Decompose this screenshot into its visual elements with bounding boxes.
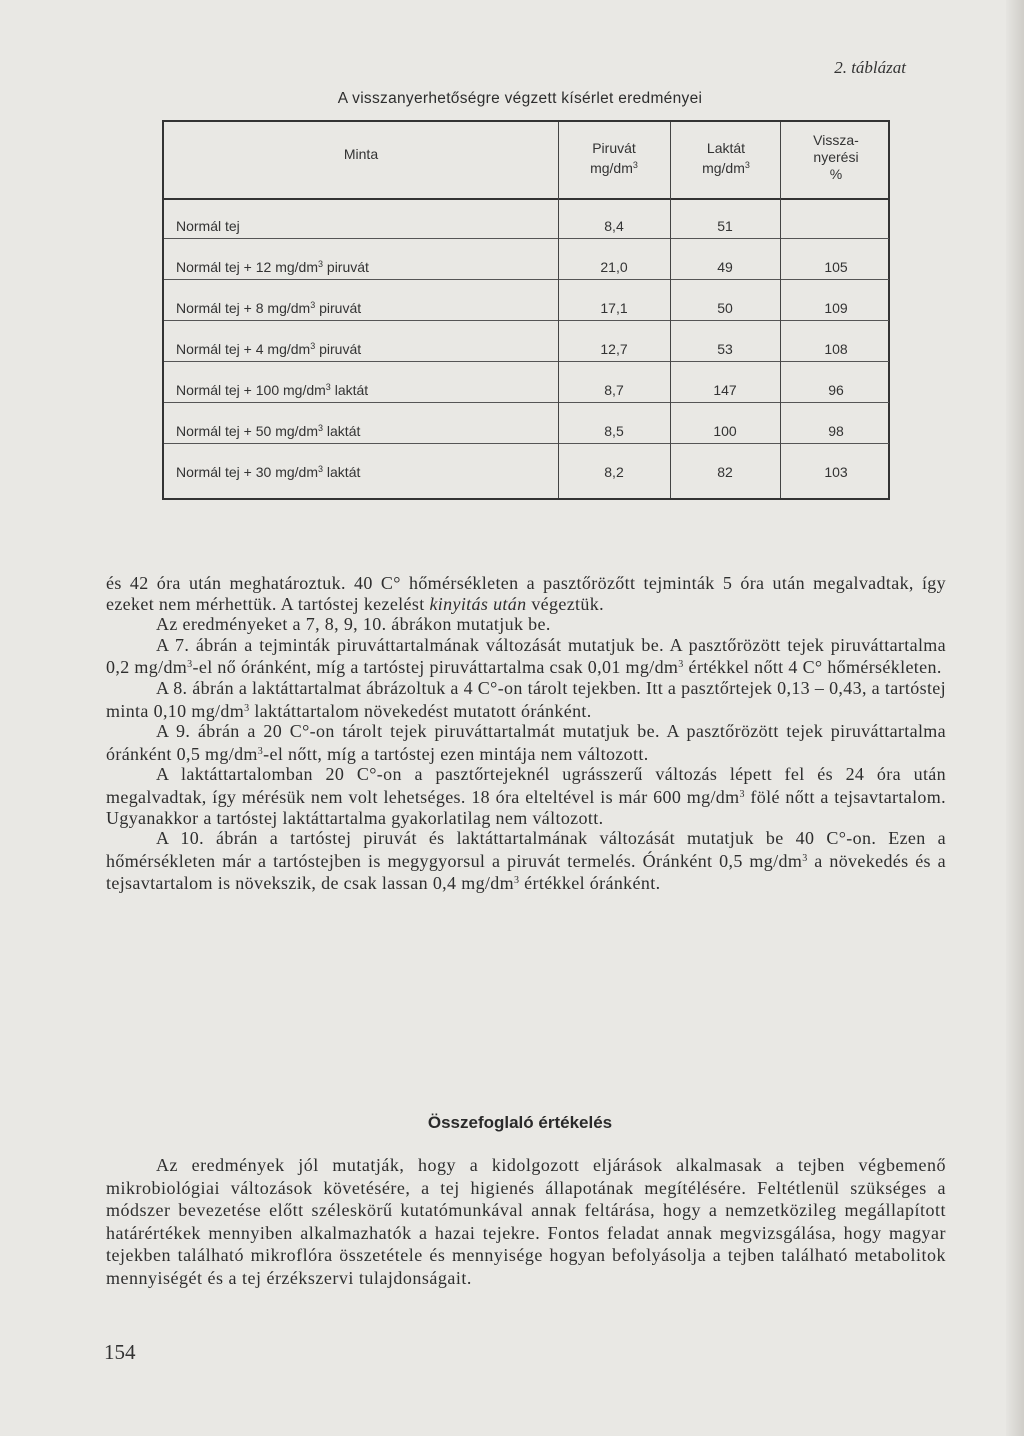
row-label: Normál tej + 4 $mg/dm^3$ piruvát: [176, 341, 362, 357]
page-number: 154: [104, 1340, 136, 1364]
cell-piruvat: 8,4: [604, 218, 624, 234]
paragraph: Az eredmények jól mutatják, hogy a kidolgozott eljárások alkalmasak a tejben végbemenő mikrobiológiai változások követésére, a tej higienés állapotának megítélésére. Feltétlenül szükséges a módszer bevezetése előtt széleskörű kutatómunkával annak feltárása, hogy a nemzetközileg megállapított határértékek mennyiben alkalmazhatók a hazai tejekre. Fontos feladat annak megvizsgálása, hogy magyar tejekben található mikroflóra összetétele és mennyisége hogyan befolyásolja a tejben található metabolitok mennyiségét és a tej érzékszervi tulajdonságait.: [106, 1155, 946, 1288]
header-visszanyeresi: Vissza- nyerési %: [813, 132, 859, 182]
table-row: [164, 198, 888, 239]
paragraph: A 9. ábrán a 20 C°-on tárolt tejek piruváttartalmát mutatjuk be. A pasztőrözött tejek piruváttartalma óránként 0,5 $mg/dm^3-el$ nőtt, míg a tartóstej ezen mintája nem változott.: [106, 721, 946, 764]
cell-vissza: 109: [824, 300, 848, 316]
row-label: Normál tej + 50 $mg/dm^3$ laktát: [176, 423, 361, 439]
cell-laktat: 51: [717, 218, 733, 234]
table-row: [164, 362, 888, 403]
section-heading: Összefoglaló értékelés: [427, 1113, 613, 1132]
header-minta: Minta: [343, 146, 379, 162]
table-title: A visszanyerhetőségre végzett kísérlet eredményei: [337, 90, 703, 107]
table-row: [164, 321, 888, 362]
cell-laktat: 100: [713, 423, 737, 439]
header-piruvat: Piruvát $mg/dm^3$: [590, 140, 638, 176]
cell-laktat: 50: [717, 300, 733, 316]
table-row: [164, 444, 888, 485]
cell-vissza: 105: [824, 259, 848, 275]
table-number: 2. táblázat: [834, 58, 906, 77]
row-label: Normál tej: [176, 218, 240, 234]
cell-laktat: 147: [713, 382, 737, 398]
cell-laktat: 53: [717, 341, 733, 357]
cell-piruvat: 12,7: [600, 341, 628, 357]
summary-text: [106, 1154, 946, 1290]
cell-piruvat: 8,2: [604, 464, 624, 480]
cell-laktat: 82: [717, 464, 733, 480]
cell-vissza: 96: [828, 382, 844, 398]
table-row: [164, 239, 888, 280]
results-table: [162, 120, 890, 500]
table-row: [164, 403, 888, 444]
cell-vissza: 98: [828, 423, 844, 439]
cell-vissza: 108: [824, 341, 848, 357]
row-label: Normál tej + 8 $mg/dm^3$ piruvát: [176, 300, 362, 316]
cell-piruvat: 17,1: [600, 300, 628, 316]
page-edge-shadow: [1006, 0, 1024, 1436]
cell-piruvat: 21,0: [600, 259, 628, 275]
paragraph: és 42 óra után meghatároztuk. 40 C° hőmérsékleten a pasztőrözőtt tejminták 5 óra után megalvadtak, így ezeket nem mérhettük. A tartóstej kezelést kinyitás után végeztük.: [106, 573, 946, 614]
paragraph: Az eredményeket a 7, 8, 9, 10. ábrákon mutatjuk be.: [156, 614, 551, 635]
cell-piruvat: 8,5: [604, 423, 624, 439]
cell-piruvat: 8,7: [604, 382, 624, 398]
cell-vissza: 103: [824, 464, 848, 480]
paragraph: A 8. ábrán a laktáttartalmat ábrázoltuk a 4 C°-on tárolt tejekben. Itt a pasztőrtejek 0,13 – 0,43, a tartóstej minta 0,10 $mg/dm^3$ laktáttartalom növekedést mutatott óránként.: [106, 677, 946, 721]
paragraph: A laktáttartalomban 20 C°-on a pasztőrtejeknél ugrásszerű változás lépett fel és 24 óra után megalvadtak, így mérésük nem volt lehetséges. 18 óra elteltével is már 600 $mg/dm^3$ fölé nőtt a tejsavtartalom. Ugyanakkor a tartóstej laktáttartalma gyakorlatilag nem változott.: [106, 764, 946, 828]
body-text: [106, 573, 946, 894]
table-row: [164, 280, 888, 321]
cell-laktat: 49: [717, 259, 733, 275]
row-label: Normál tej + 12 $mg/dm^3$ piruvát: [176, 259, 369, 275]
row-label: Normál tej + 30 $mg/dm^3$ laktát: [176, 464, 361, 480]
row-label: Normál tej + 100 $mg/dm^3$ laktát: [176, 382, 369, 398]
paragraph: A 10. ábrán a tartóstej piruvát és laktáttartalmának változását mutatjuk be 40 C°-on. Ezen a hőmérsékleten már a tartóstejben is megygyorsul a piruvát termelés. Óránként 0,5 $mg/dm^3$ a növekedés és a tejsavtartalom is növekszik, de csak lassan 0,4 $mg/dm^3$ értékkel óránként.: [106, 828, 946, 894]
header-laktat: Laktát $mg/dm^3$: [702, 140, 750, 176]
paragraph: A 7. ábrán a tejminták piruváttartalmának változását mutatjuk be. A pasztőrözött tejek piruváttartalma 0,2 $mg/dm^3-el$ nő óránként, míg a tartóstej piruváttartalma csak 0,01 $mg/dm^3$ értékkel nőtt 4 C° hőmérsékleten.: [106, 634, 946, 678]
